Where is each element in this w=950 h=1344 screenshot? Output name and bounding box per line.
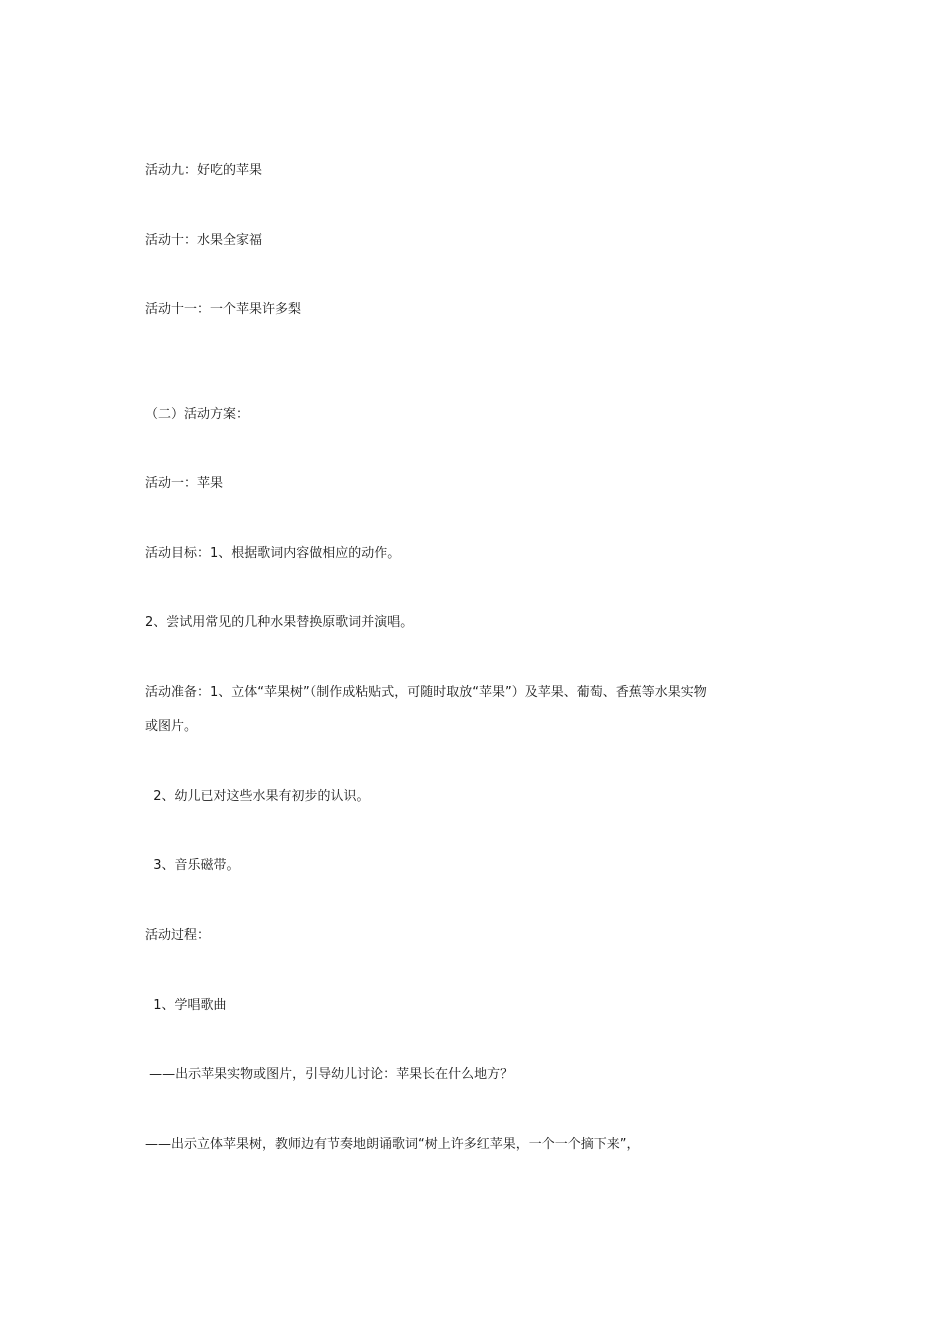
goal-line-1: 活动目标：1、根据歌词内容做相应的动作。 <box>145 546 401 561</box>
goal-line-2: 2、尝试用常见的几种水果替换原歌词并演唱。 <box>145 615 414 630</box>
activity-eleven-line: 活动十一：一个苹果许多梨 <box>145 302 302 317</box>
section-heading: （二）活动方案： <box>145 407 250 422</box>
process-heading: 活动过程： <box>145 928 211 943</box>
process-step-1-detail-2: ——出示立体苹果树，教师边有节奏地朗诵歌词“树上许多红苹果，一个一个摘下来”， <box>145 1137 640 1152</box>
activity-ten-line: 活动十：水果全家福 <box>145 233 263 248</box>
process-step-1: 1、学唱歌曲 <box>145 998 227 1013</box>
process-step-1-detail-1: ——出示苹果实物或图片，引导幼儿讨论：苹果长在什么地方？ <box>145 1067 514 1082</box>
activity-nine-line: 活动九：好吃的苹果 <box>145 163 263 178</box>
preparation-line-3: 3、音乐磁带。 <box>145 858 240 873</box>
preparation-line-2: 2、幼儿已对这些水果有初步的认识。 <box>145 789 370 804</box>
preparation-line-1: 活动准备：1、立体“苹果树”（制作成粘贴式，可随时取放“苹果”）及苹果、葡萄、香蕉等水果实物 <box>145 685 707 700</box>
preparation-line-1-continued: 或图片。 <box>145 719 198 734</box>
activity-one-title: 活动一：苹果 <box>145 476 224 491</box>
